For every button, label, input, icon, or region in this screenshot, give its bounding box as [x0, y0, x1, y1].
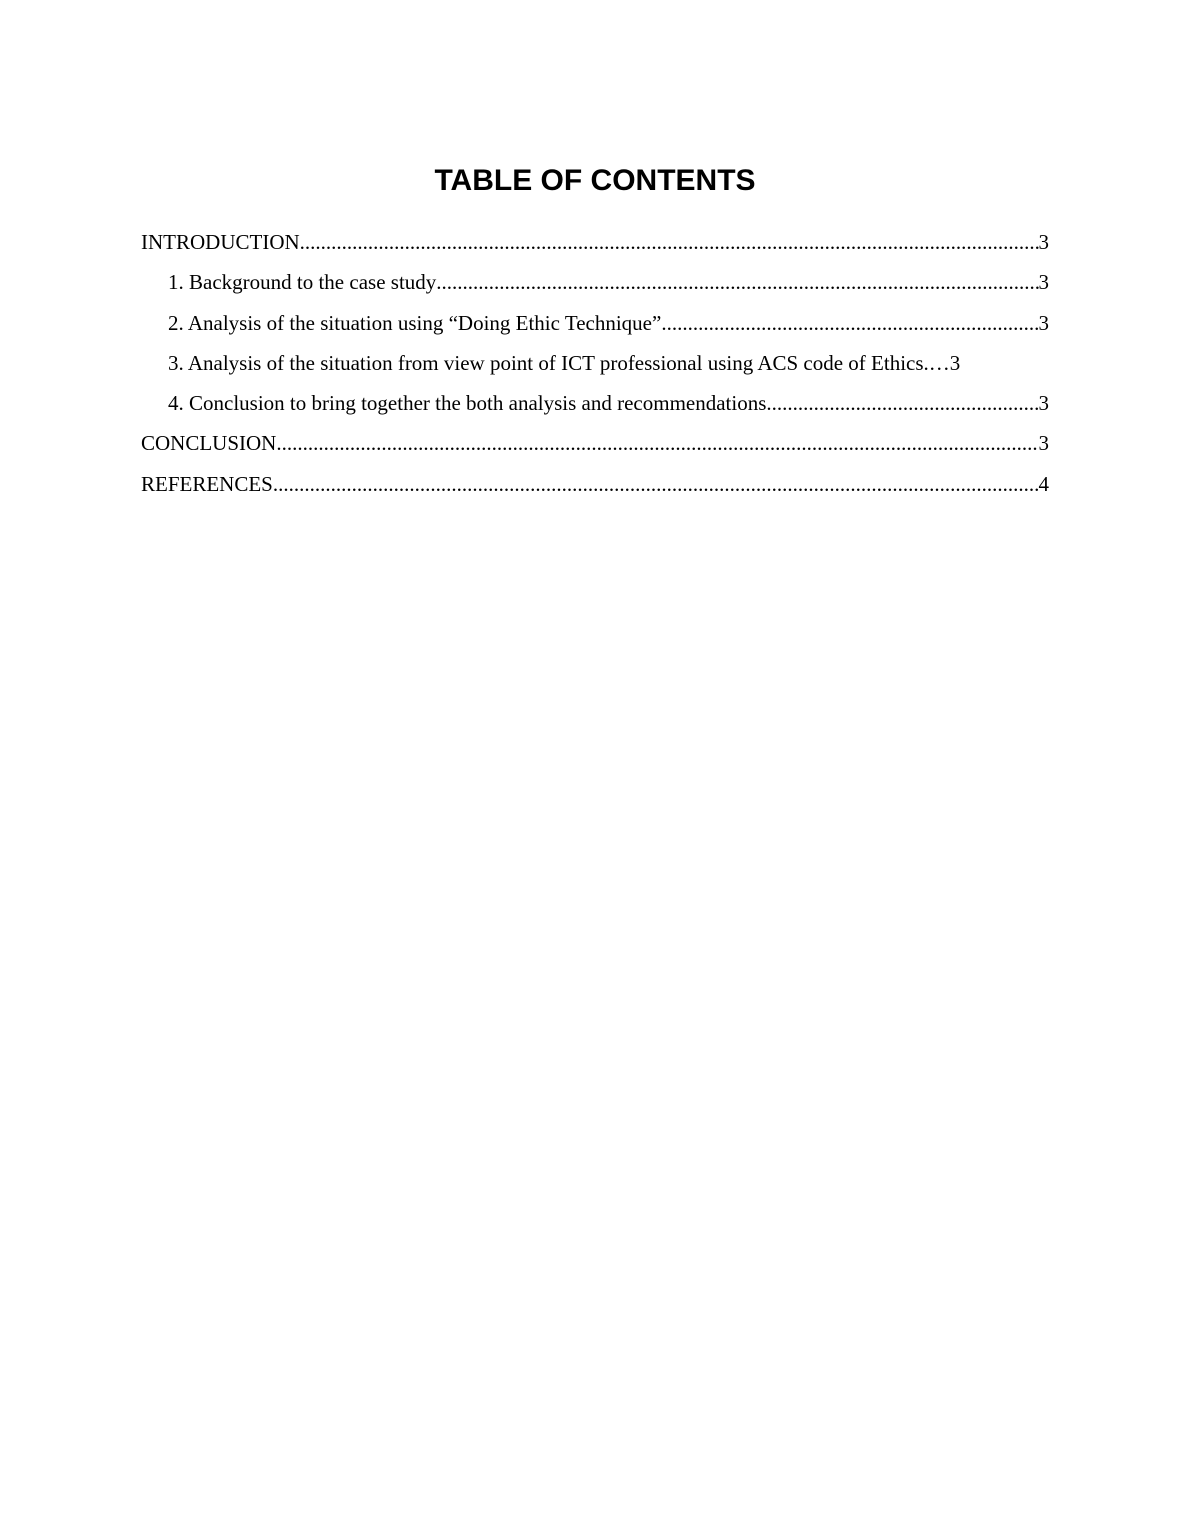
toc-entry-label: REFERENCES — [141, 471, 273, 496]
dot-leader — [436, 262, 1038, 302]
toc-entry-references[interactable] — [141, 464, 1049, 504]
toc-entry-label: 3. Analysis of the situation from view point of ICT professional using ACS code of Ethics. — [168, 350, 929, 375]
toc-page-number: 3 — [1038, 431, 1049, 456]
toc-entry-label: INTRODUCTION — [141, 230, 300, 254]
toc-entry-acs-code-analysis[interactable] — [141, 343, 1049, 383]
toc-entry-introduction[interactable] — [141, 222, 1049, 262]
dot-leader — [929, 343, 950, 383]
toc-entry-doing-ethics-analysis[interactable] — [141, 303, 1049, 343]
toc-entry-conclusion[interactable] — [141, 423, 1049, 463]
table-of-contents — [141, 222, 1049, 504]
toc-page-number: 4 — [1038, 471, 1049, 496]
toc-entry-label: 2. Analysis of the situation using “Doing Ethic Technique” — [168, 310, 662, 335]
toc-entry-label: 1. Background to the case study — [168, 270, 437, 295]
dot-leader — [766, 383, 1038, 423]
dot-leader — [300, 222, 1039, 262]
toc-page-number: 3 — [1038, 310, 1049, 335]
dot-leader — [276, 423, 1038, 463]
toc-page-number: 3 — [1038, 270, 1049, 295]
dot-leader — [661, 303, 1038, 343]
toc-entry-label: 4. Conclusion to bring together the both analysis and recommendations — [168, 391, 767, 416]
toc-entry-background[interactable] — [141, 262, 1049, 302]
toc-entry-recommendations[interactable] — [141, 383, 1049, 423]
toc-page-number: 3 — [1038, 391, 1049, 416]
toc-page-number: 3 — [1038, 230, 1049, 254]
dot-leader — [273, 464, 1039, 504]
page-title: TABLE OF CONTENTS — [434, 164, 756, 197]
toc-entry-label: CONCLUSION — [141, 431, 277, 456]
toc-page-number: 3 — [949, 350, 961, 375]
